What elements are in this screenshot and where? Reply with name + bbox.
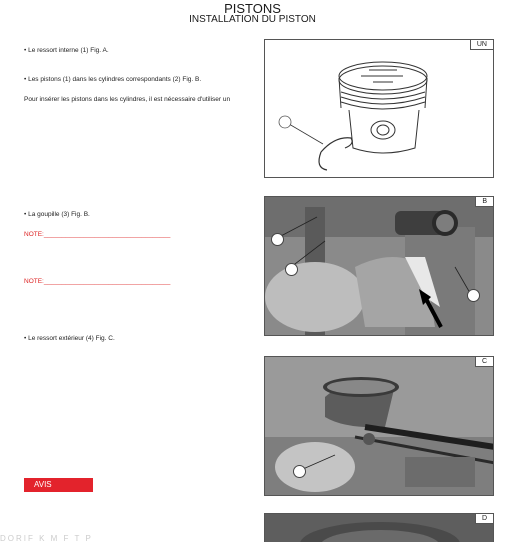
- figure-c-label: C: [475, 357, 493, 367]
- callout-circle: [285, 263, 298, 276]
- instruction-insert-note: Pour insérer les pistons dans les cylindres, il est nécessaire d'utiliser un: [24, 96, 231, 103]
- instruction-inner-spring: • Le ressort interne (1) Fig. A.: [24, 47, 109, 54]
- page-title: PISTONS: [224, 1, 281, 16]
- instruction-outer-spring: • Le ressort extérieur (4) Fig. C.: [24, 335, 115, 342]
- figure-b-label: B: [475, 197, 493, 207]
- figure-a: [264, 39, 494, 178]
- footer-watermark: DORIF K M F T P: [0, 534, 93, 543]
- figure-d-photo: [265, 514, 494, 542]
- warning-badge: AVIS: [24, 478, 93, 492]
- instruction-pin: • La goupille (3) Fig. B.: [24, 211, 90, 218]
- callout-circle: [271, 233, 284, 246]
- figure-d: [264, 513, 494, 542]
- figure-c: [264, 356, 494, 496]
- figure-b: [264, 196, 494, 336]
- callout-circle: [293, 465, 306, 478]
- figure-a-label: UN: [470, 40, 493, 50]
- note-line-1: NOTE:___________________________________: [24, 231, 171, 238]
- piston-insertion-photo: [265, 197, 494, 336]
- instruction-pistons: • Les pistons (1) dans les cylindres correspondants (2) Fig. B.: [24, 76, 202, 83]
- note-line-2: NOTE:___________________________________: [24, 278, 171, 285]
- piston-line-drawing: [265, 40, 494, 178]
- figure-d-label: D: [475, 514, 493, 524]
- callout-circle: [467, 289, 480, 302]
- page-subtitle: INSTALLATION DU PISTON: [189, 14, 316, 25]
